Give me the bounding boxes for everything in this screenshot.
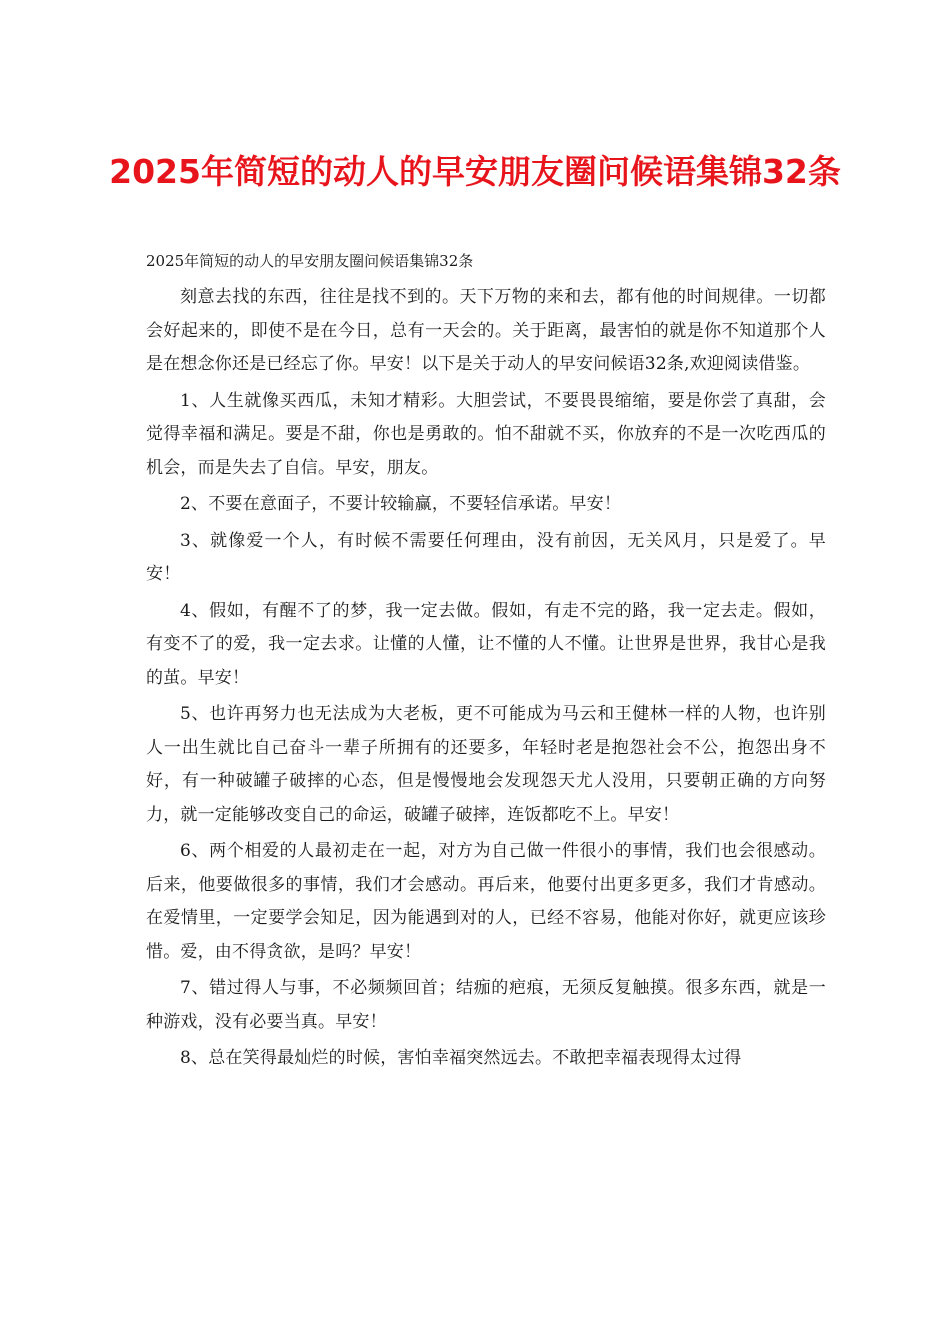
greeting-item-6: 6、两个相爱的人最初走在一起，对方为自己做一件很小的事情，我们也会很感动。后来，他要做很多的事情，我们才会感动。再后来，他要付出更多更多，我们才肯感动。在爱情里，一定要学会知足，因为能遇到对的人，已经不容易，他能对你好，就更应该珍惜。爱，由不得贪欲，是吗？早安！ — [146, 841, 826, 962]
greeting-item-4: 4、假如，有醒不了的梦，我一定去做。假如，有走不完的路，我一定去走。假如，有变不了的爱，我一定去求。让懂的人懂，让不懂的人不懂。让世界是世界，我甘心是我的茧。早安！ — [146, 600, 826, 688]
greeting-item-1: 1、人生就像买西瓜，未知才精彩。大胆尝试，不要畏畏缩缩，要是你尝了真甜，会觉得幸福和满足。要是不甜，你也是勇敢的。怕不甜就不买，你放弃的不是一次吃西瓜的机会，而是失去了自信。早安，朋友。 — [146, 390, 826, 478]
greeting-item-8: 8、总在笑得最灿烂的时候，害怕幸福突然远去。不敢把幸福表现得太过得 — [180, 1048, 742, 1068]
greeting-item-7: 7、错过得人与事，不必频频回首；结痂的疤痕，无须反复触摸。很多东西，就是一种游戏，没有必要当真。早安！ — [146, 978, 826, 1032]
greeting-item-5: 5、也许再努力也无法成为大老板，更不可能成为马云和王健林一样的人物，也许别人一出生就比自己奋斗一辈子所拥有的还要多，年轻时老是抱怨社会不公，抱怨出身不好，有一种破罐子破摔的心态，但是慢慢地会发现怨天尤人没用，只要朝正确的方向努力，就一定能够改变自己的命运，破罐子破摔，连饭都吃不上。早安！ — [146, 704, 826, 825]
greeting-item-2: 2、不要在意面子，不要计较输赢，不要轻信承诺。早安！ — [180, 494, 622, 514]
intro-paragraph: 刻意去找的东西，往往是找不到的。天下万物的来和去，都有他的时间规律。一切都会好起来的，即使不是在今日，总有一天会的。关于距离，最害怕的就是你不知道那个人是在想念你还是已经忘了你。早安！以下是关于动人的早安问候语32条,欢迎阅读借鉴。 — [146, 287, 826, 374]
document-body — [146, 281, 826, 1079]
document-title: 2025年简短的动人的早安朋友圈问候语集锦32条 — [109, 152, 841, 191]
greeting-item-3: 3、就像爱一个人，有时候不需要任何理由，没有前因，无关风月，只是爱了。早安！ — [146, 530, 826, 584]
document-subtitle: 2025年简短的动人的早安朋友圈问候语集锦32条 — [146, 252, 474, 270]
